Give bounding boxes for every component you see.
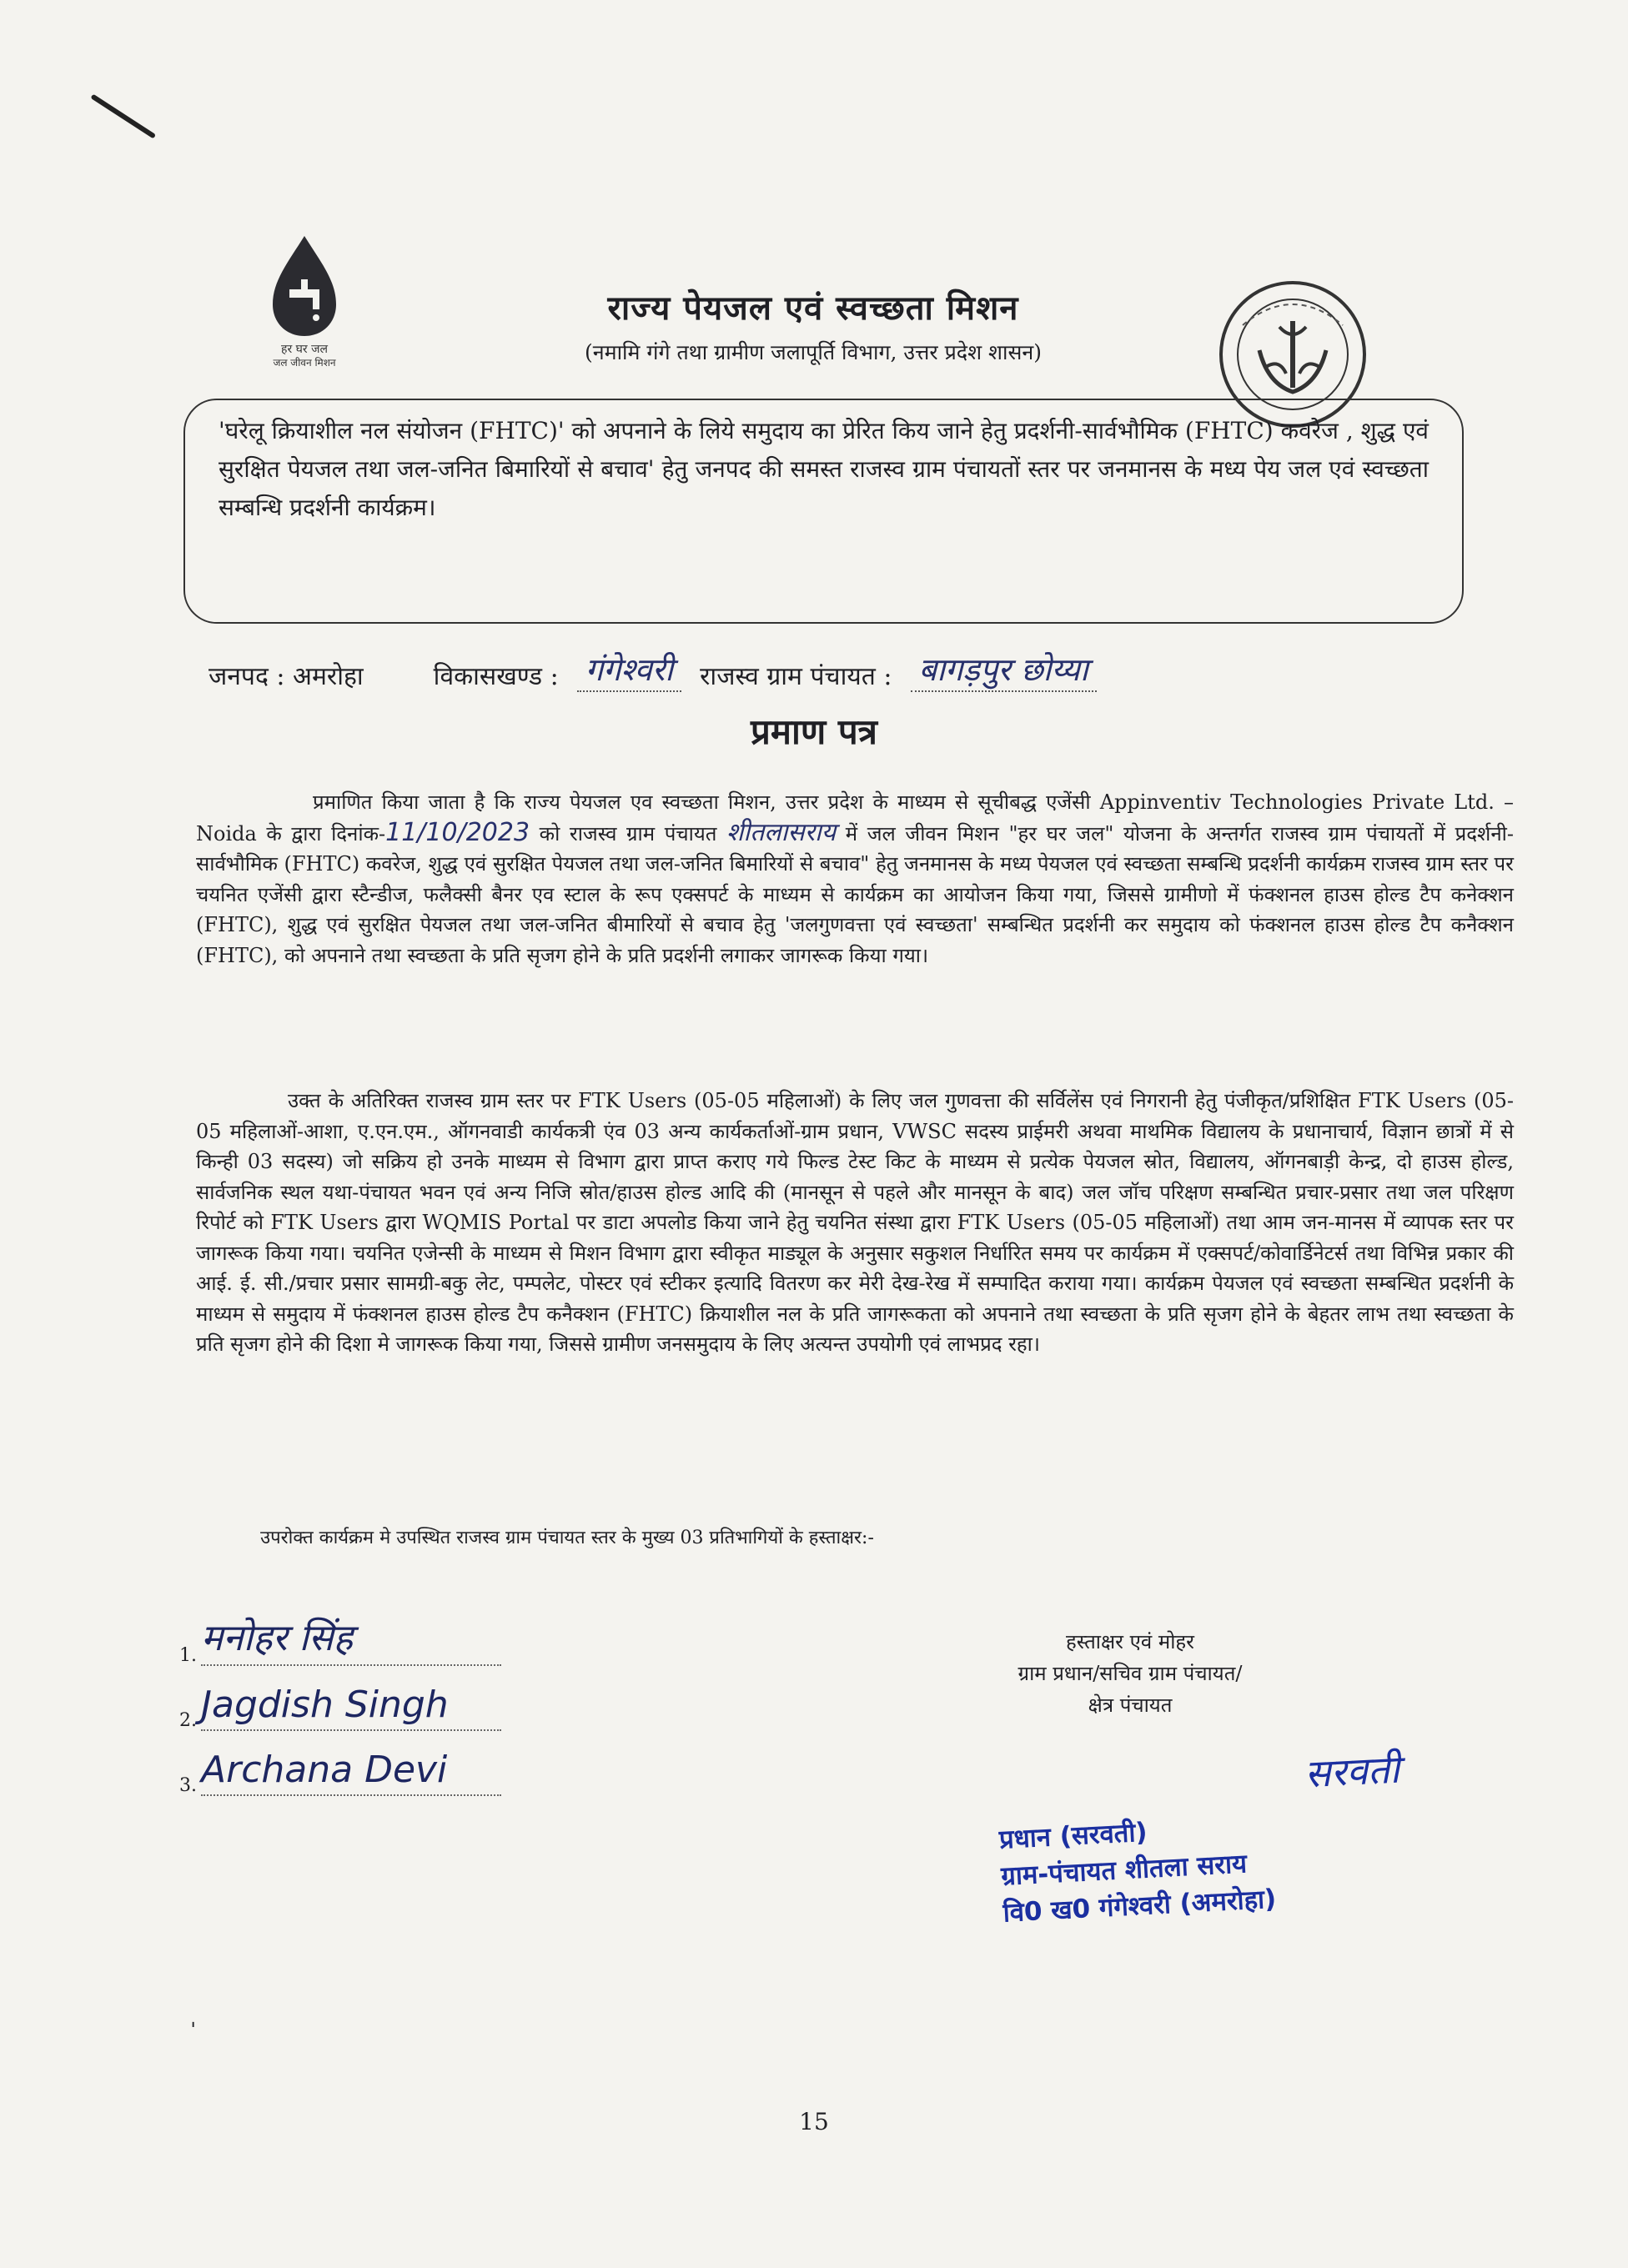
tick-mark: ˌ (190, 2005, 197, 2030)
paragraph-1-body: में जल जीवन मिशन "हर घर जल" योजना के अन्तर्गत राजस्व ग्राम पंचायतों में प्रदर्शनी-सार्वभौमिक (FHTC) कवरेज, शुद्ध एवं सुरक्षित पेयजल तथा जल-जनित बिमारियों से बचाव" हेतु जनमानस के मध्य पेयजल एवं स्वच्छता सम्बन्धि प्रदर्शनी कार्यक्रम राजस्व ग्राम स्तर पर चयनित एजेंसी द्वारा स्टैन्डीज, फलैक्सी बैनर एव स्टाल के रूप एक्सपर्ट के माध्यम से कार्यक्रम का आयोजन किया गया, जिससे ग्रामीणो में फंक्शनल हाउस होल्ड टैप कनेक्शन (FHTC), शुद्ध एवं सुरक्षित पेयजल तथा जल-जनित बीमारियों से बचाव हेतु 'जलगुणवत्ता एवं स्वच्छता' सम्बन्धित प्रदर्शनी कर समुदाय को फंक्शनल हाउस होल्ड टैप कनैक्शन (FHTC), को अपनाने तथा स्वच्छता के प्रति सृजग होने के प्रति प्रदर्शनी लगाकर जागरूक किया गया। (196, 821, 1514, 967)
participant-signature (179, 1731, 646, 1796)
participant-number: 3. (179, 1775, 197, 1796)
panchayat-value: बागड़पुर छोय्या (911, 647, 1097, 692)
district-label: जनपद : अमरोहा (209, 662, 364, 691)
participant-signatures (179, 1601, 646, 1796)
logo-text-1: हर घर जल (281, 343, 328, 356)
participant-signature (179, 1601, 646, 1666)
paragraph-1-intro: प्रमाणित किया जाता है कि राज्य पेयजल एव स्वच्छता मिशन, उत्तर प्रदेश के माध्यम से सूचीबद्ध एजेंसी Appinventiv Technologies Private Ltd. – Noida के द्वारा दिनांक- (196, 790, 1514, 845)
pradhan-signature: सरवती (1304, 1746, 1401, 1797)
page-number: 15 (799, 2108, 829, 2135)
stamp-line-2: ग्राम-पंचायत शीतला सराय (1000, 1849, 1248, 1892)
signatory-line-3: क्षेत्र पंचायत (1088, 1693, 1173, 1717)
location-row (209, 642, 1510, 692)
scan-mark (90, 93, 156, 138)
certificate-paragraph-1 (196, 787, 1514, 971)
stamp-line-3: वि0 ख0 गंगेश्वरी (अमरोहा) (1002, 1884, 1278, 1929)
signatory-block (992, 1626, 1268, 1721)
certificate-paragraph-2: उक्त के अतिरिक्त राजस्व ग्राम स्तर पर FTK Users (05-05 महिलाओं) के लिए जल गुणवत्ता की सर्विलेंस एवं निगरानी हेतु पंजीकृत/प्रशिक्षित FTK Users (05-05 महिलाओं-आशा, ए.एन.एम., ऑगनवाडी कार्यकत्री एंव 03 अन्य कार्यकर्ताओं-ग्राम प्रधान, VWSC सदस्य प्राईमरी अथवा माथमिक विद्यालय के प्रधानाचार्य, विज्ञान छात्रों में से किन्ही 03 सदस्य) जो सक्रिय हो उनके माध्यम से विभाग द्वारा प्राप्त कराए गये फिल्ड टेस्ट किट के माध्यम से प्रत्येक पेयजल स्रोत, विद्यालय, ऑगनबाड़ी केन्द्र, दो हाउस होल्ड, सार्वजनिक स्थल यथा-पंचायत भवन एवं अन्य निजि स्रोत/हाउस होल्ड आदि की (मानसून से पहले और मानसून के बाद) जल जॉच परिक्षण सम्बन्धित प्रचार-प्रसार तथा जल परिक्षण रिपोर्ट को FTK Users द्वारा WQMIS Portal पर डाटा अपलोड किया जाने हेतु चयनित संस्था द्वारा FTK Users (05-05 महिलाओं) तथा आम जन-मानस में व्यापक स्तर पर जागरूक किया गया। चयनित एजेन्सी के माध्यम से मिशन विभाग द्वारा स्वीकृत माड्यूल के अनुसार सकुशल निर्धारित समय पर कार्यक्रम में एक्सपर्ट/कोवार्डिनेटर्स तथा विभिन्न प्रकार की आई. ई. सी./प्रचार प्रसार सामग्री-बकु लेट, पम्पलेट, पोस्टर एवं स्टीकर इत्यादि वितरण कर मेरी देख-रेख में सम्पादित कराया गया। कार्यक्रम पेयजल एवं स्वच्छता सम्बन्धित प्रदर्शनी के माध्यम से समुदाय में फंक्शनल हाउस होल्ड टैप कनैक्शन (FHTC) क्रियाशील नल के प्रति जागरूकता को अपनाने तथा स्वच्छता के प्रति सृजग होने के बेहतर लाभ तथा स्वच्छता के प्रति सृजग होने की दिशा मे जागरूक किया गया, जिससे ग्रामीण जनसमुदाय के लिए अत्यन्त उपयोगी एवं लाभप्रद रहा। (196, 1089, 1514, 1356)
organisation-title: राज्य पेयजल एवं स्वच्छता मिशन (607, 289, 1019, 328)
village-name: शीतलासराय (726, 817, 837, 847)
logo-text-2: जल जीवन मिशन (273, 357, 336, 369)
participant-number: 1. (179, 1645, 197, 1666)
har-ghar-jal-logo (229, 229, 379, 371)
signatory-line-1: हस्ताक्षर एवं मोहर (1065, 1630, 1194, 1653)
block-label: विकासखण्ड : (433, 662, 559, 691)
panchayat-label: राजस्व ग्राम पंचायत : (700, 662, 892, 691)
pradhan-stamp (998, 1746, 1470, 1931)
participants-note: उपरोक्त कार्यक्रम मे उपस्थित राजस्व ग्राम पंचायत स्तर के मुख्य 03 प्रतिभागियों के हस्ताक्षर:- (260, 1528, 874, 1548)
participant-signature (179, 1666, 646, 1731)
program-title-box: 'घरेलू क्रियाशील नल संयोजन (FHTC)' को अपनाने के लिये समुदाय का प्रेरित किय जाने हेतु प्रदर्शनी-सार्वभौमिक (FHTC) कवरेज , शुद्ध एवं सुरक्षित पेयजल तथा जल-जनित बिमारियों से बचाव' हेतु जनपद की समस्त राजस्व ग्राम पंचायतों स्तर पर जनमानस के मध्य पेय जल एवं स्वच्छता सम्बन्धि प्रदर्शनी कार्यक्रम। (183, 399, 1464, 624)
block-value: गंगेश्वरी (577, 647, 681, 692)
stamp-line-1: प्रधान (सरवती) (998, 1817, 1148, 1855)
paragraph-1-mid: को राजस्व ग्राम पंचायत (530, 821, 727, 845)
participant-name: मनोहर सिंह (201, 1611, 501, 1666)
participant-number: 2. (179, 1710, 197, 1731)
certificate-title: प्रमाण पत्र (751, 711, 877, 752)
event-date: 11/10/2023 (385, 817, 530, 847)
organisation-subtitle: (नमामि गंगे तथा ग्रामीण जलापूर्ति विभाग, उत्तर प्रदेश शासन) (584, 340, 1043, 364)
participant-name: Archana Devi (201, 1749, 501, 1796)
signatory-line-2: ग्राम प्रधान/सचिव ग्राम पंचायत/ (1018, 1662, 1243, 1685)
participant-name: Jagdish Singh (201, 1683, 501, 1731)
